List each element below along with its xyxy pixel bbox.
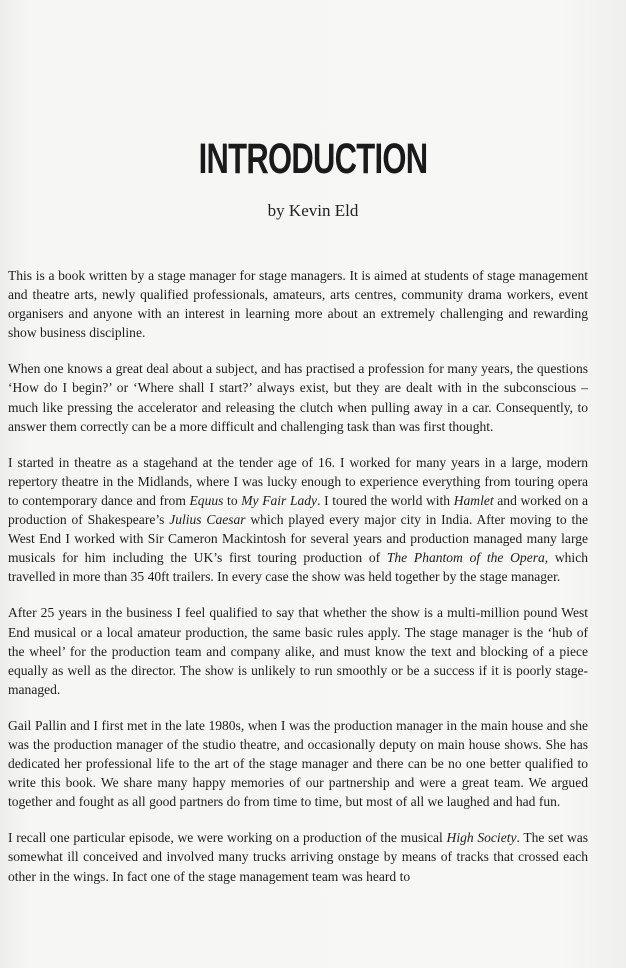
text-run: . The set was somewhat ill conceived and involved many trucks arriving onstage by means of tracks that crossed each other in the wings. In fact one of the stage management team was heard to [8, 830, 589, 884]
text-run: to [223, 492, 242, 508]
paragraph [8, 716, 588, 811]
paragraph [8, 266, 588, 342]
text-run: , which travelled in more than 35 40ft trailers. In every case the show was held together by the stage manager. [8, 550, 588, 585]
text-run: which played every major city in India. After moving to the West End I worked with Sir Cameron Mackintosh for several years and production managed many large musicals for him including the UK’s first touring production of [8, 512, 589, 566]
italic-title: My Fair Lady [241, 492, 318, 508]
text-run: I started in theatre as a stagehand at the tender age of 16. I worked for many years in a large, modern repertory theatre in the Midlands, where I was lucky enough to experience everything from touring opera to contemporary dance and from [8, 454, 588, 508]
chapter-title: INTRODUCTION [198, 135, 428, 183]
text-run: After 25 years in the business I feel qualified to say that whether the show is a multi-million pound West End musical or a local amateur production, the same basic rules apply. The stage manager is the ‘hub of the wheel’ for the production team and company alike, and must know the text and blocking of a piece equally as well as the director. The show is unlikely to run smoothly or be a success if it is poorly stage-managed. [8, 605, 588, 697]
body-text [8, 266, 588, 903]
italic-title: Equus [189, 492, 224, 508]
text-run: Gail Pallin and I first met in the late 1980s, when I was the production manager in the main house and she was the production manager of the studio theatre, and occasionally deputy on main house shows. She has dedicated her professional life to the art of the stage manager and there can be no one better qualified to write this book. We share many happy memories of our partnership and were a great team. We argued together and fought as all good partners do from time to time, but most of all we laughed and had fun. [8, 717, 588, 810]
italic-title: Julius Caesar [169, 512, 246, 528]
paragraph [8, 359, 588, 435]
text-run: When one knows a great deal about a subject, and has practised a profession for many years, the questions ‘How do I begin?’ or ‘Where shall I start?’ always exist, but they are dealt with in the subconscious – much like pressing the accelerator and releasing the clutch when pulling away in a car. Consequently, to answer them correctly can be a more difficult and challenging task than was first thought. [8, 361, 588, 434]
italic-title: Hamlet [453, 492, 494, 508]
text-run: This is a book written by a stage manager for stage managers. It is aimed at students of stage management and theatre arts, newly qualified professionals, amateurs, arts centres, community drama workers, event organisers and anyone with an interest in learning more about an extremely challenging and rewarding show business discipline. [8, 268, 588, 341]
italic-title: The Phantom of the Opera [386, 550, 545, 566]
chapter-byline: by Kevin Eld [267, 201, 359, 220]
paragraph [8, 453, 588, 587]
text-run: I recall one particular episode, we were working on a production of the musical [8, 830, 447, 846]
italic-title: High Society [446, 830, 517, 846]
paragraph [8, 603, 588, 698]
text-run: and worked on a production of Shakespeare’s [8, 492, 589, 528]
paragraph [8, 828, 588, 885]
text-run: . I toured the world with [317, 492, 454, 508]
